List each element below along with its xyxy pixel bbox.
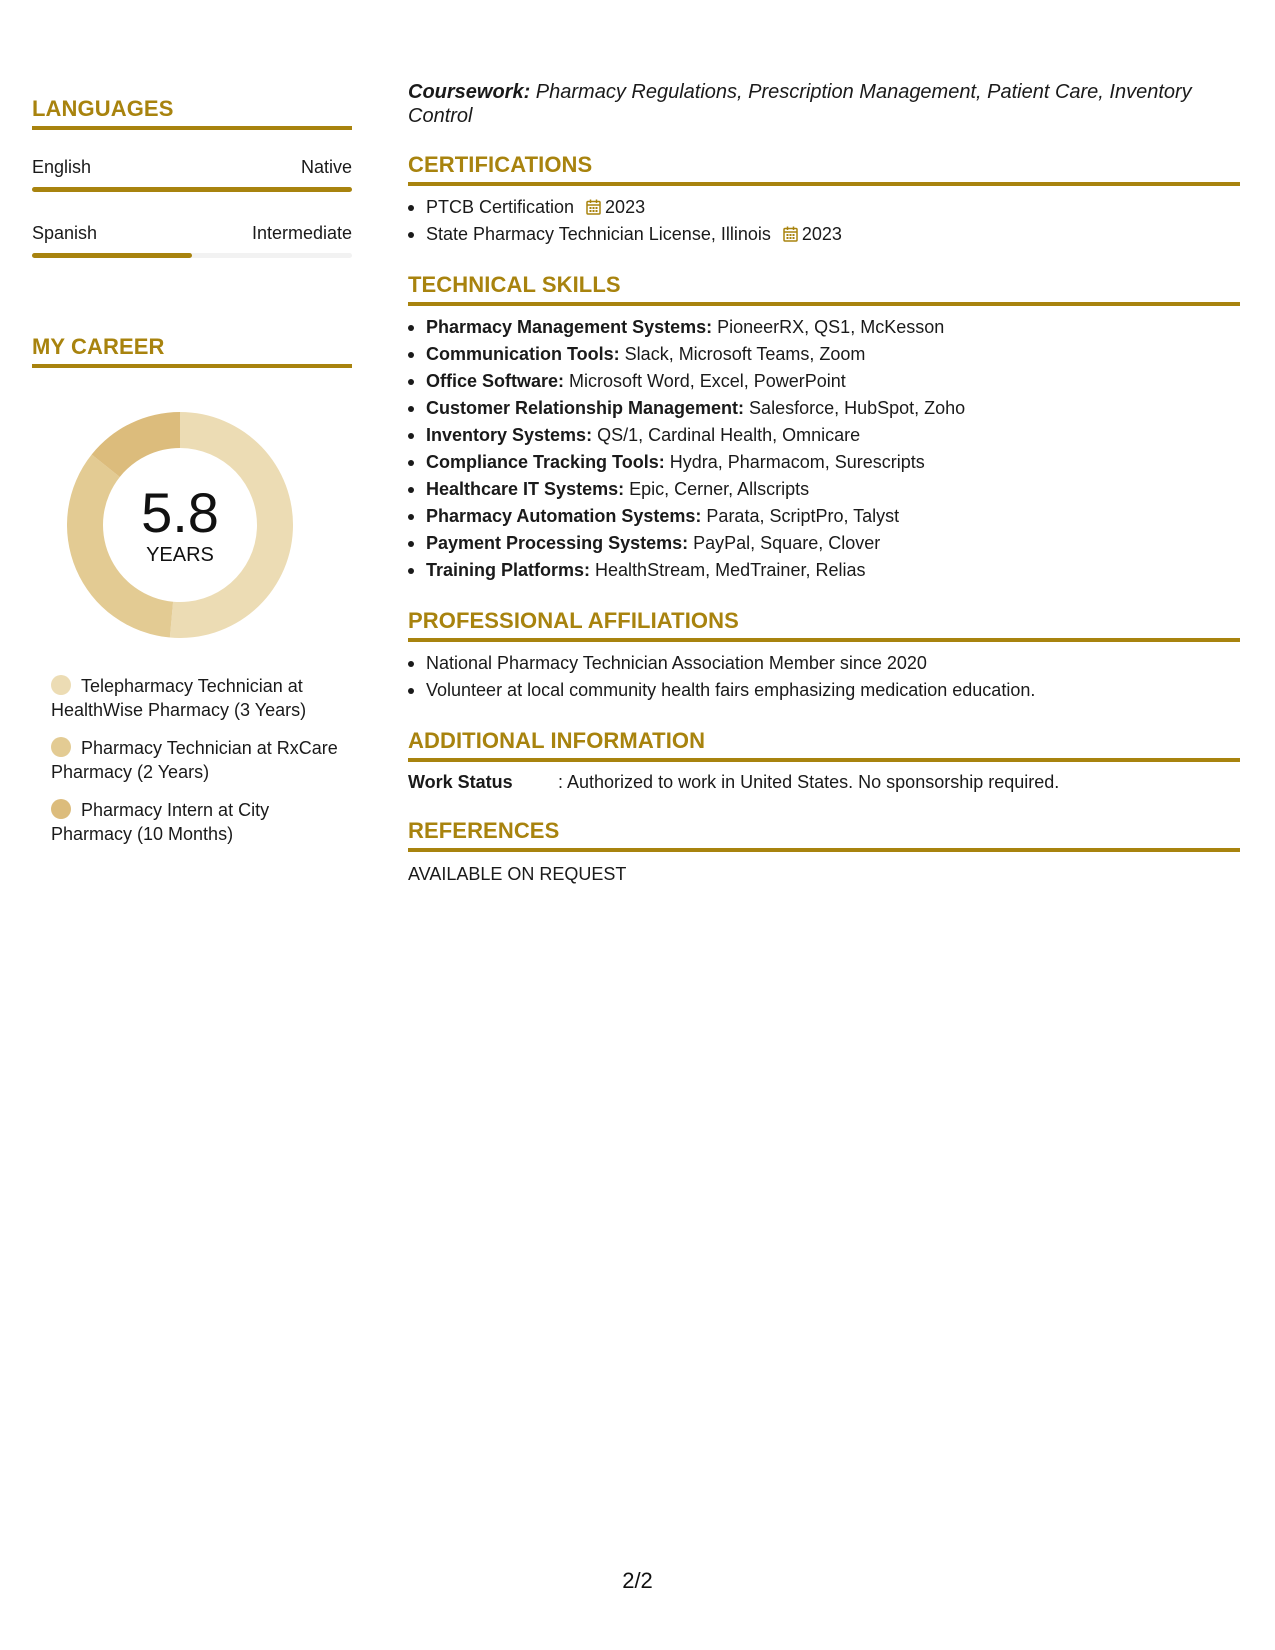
skill-item: [408, 557, 1240, 584]
certification-year: 2023: [605, 197, 646, 217]
career-donut-chart: [67, 412, 293, 638]
skill-value: Slack, Microsoft Teams, Zoom: [619, 344, 866, 364]
technical-skills-heading: TECHNICAL SKILLS: [408, 272, 1240, 306]
page-number: 2/2: [622, 1568, 653, 1593]
language-proficiency-fill: [32, 187, 352, 192]
technical-skills-section: [408, 272, 1240, 584]
language-proficiency-bar: [32, 187, 352, 192]
work-status-value: : Authorized to work in United States. No sponsorship required.: [558, 772, 1060, 792]
skill-item: [408, 368, 1240, 395]
certification-year: 2023: [801, 224, 842, 244]
skill-label: Pharmacy Management Systems:: [426, 317, 713, 337]
language-name: Spanish: [32, 223, 98, 243]
coursework-text: Pharmacy Regulations, Prescription Management, Patient Care, Inventory Control: [408, 81, 1192, 127]
calendar-icon: [783, 226, 798, 242]
career-total-years: 5.8: [141, 481, 219, 544]
work-status-label: Work Status: [408, 772, 513, 792]
career-legend-item: [51, 674, 352, 722]
certification-name: PTCB Certification: [426, 197, 575, 217]
references-section: [408, 818, 1240, 886]
skill-item: [408, 476, 1240, 503]
references-heading: REFERENCES: [408, 818, 1240, 852]
skill-label: Customer Relationship Management:: [426, 398, 745, 418]
skill-value: PioneerRX, QS1, McKesson: [712, 317, 945, 337]
language-item: [32, 222, 352, 258]
skill-label: Communication Tools:: [426, 344, 620, 364]
skill-value: Epic, Cerner, Allscripts: [624, 479, 810, 499]
career-legend-label: Telepharmacy Technician at HealthWise Pharmacy (3 Years): [51, 676, 307, 720]
career-legend-item: [51, 736, 352, 784]
career-legend-item: [51, 798, 352, 846]
skill-item: [408, 449, 1240, 476]
certifications-section: [408, 152, 1240, 248]
skill-label: Office Software:: [426, 371, 565, 391]
donut-center: [67, 412, 293, 638]
language-item: [32, 156, 352, 192]
career-total-unit: YEARS: [146, 544, 214, 566]
additional-info-heading: ADDITIONAL INFORMATION: [408, 728, 1240, 762]
skill-label: Payment Processing Systems:: [426, 533, 689, 553]
career-legend-label: Pharmacy Intern at City Pharmacy (10 Months): [51, 800, 270, 844]
coursework: [408, 80, 1240, 128]
skill-value: Salesforce, HubSpot, Zoho: [744, 398, 966, 418]
work-status-row: [408, 770, 1240, 794]
career-legend: [51, 674, 352, 846]
certification-item: [408, 194, 1240, 221]
skill-value: PayPal, Square, Clover: [688, 533, 881, 553]
language-name: English: [32, 157, 92, 177]
affiliations-heading: PROFESSIONAL AFFILIATIONS: [408, 608, 1240, 642]
left-column: [32, 96, 352, 860]
calendar-icon: [586, 199, 601, 215]
skill-item: [408, 503, 1240, 530]
skill-item: [408, 422, 1240, 449]
language-level: Intermediate: [251, 223, 352, 243]
skill-label: Compliance Tracking Tools:: [426, 452, 665, 472]
language-proficiency-fill: [32, 253, 192, 258]
skill-value: Microsoft Word, Excel, PowerPoint: [564, 371, 846, 391]
certifications-heading: CERTIFICATIONS: [408, 152, 1240, 186]
skill-item: [408, 530, 1240, 557]
skill-label: Healthcare IT Systems:: [426, 479, 625, 499]
right-column: [408, 80, 1240, 886]
certification-name: State Pharmacy Technician License, Illinois: [426, 224, 771, 244]
affiliations-section: [408, 608, 1240, 704]
legend-dot-icon: [51, 675, 71, 695]
additional-info-section: [408, 728, 1240, 794]
skill-value: QS/1, Cardinal Health, Omnicare: [592, 425, 861, 445]
skill-item: [408, 314, 1240, 341]
legend-dot-icon: [51, 737, 71, 757]
language-level: Native: [300, 157, 352, 177]
legend-dot-icon: [51, 799, 71, 819]
affiliation-item: Volunteer at local community health fairs emphasizing medication education.: [408, 677, 1240, 704]
references-text: AVAILABLE ON REQUEST: [408, 864, 627, 884]
language-proficiency-bar: [32, 253, 352, 258]
affiliation-item: National Pharmacy Technician Association Member since 2020: [408, 650, 1240, 677]
certification-item: [408, 221, 1240, 248]
career-heading: MY CAREER: [32, 334, 352, 368]
skill-item: [408, 395, 1240, 422]
skill-item: [408, 341, 1240, 368]
skill-label: Training Platforms:: [426, 560, 591, 580]
skill-value: HealthStream, MedTrainer, Relias: [590, 560, 866, 580]
skill-label: Pharmacy Automation Systems:: [426, 506, 702, 526]
languages-heading: LANGUAGES: [32, 96, 352, 130]
skill-label: Inventory Systems:: [426, 425, 593, 445]
career-legend-label: Pharmacy Technician at RxCare Pharmacy (2 Years): [51, 738, 338, 782]
skill-value: Parata, ScriptPro, Talyst: [701, 506, 900, 526]
coursework-label: Coursework:: [408, 81, 531, 103]
skill-value: Hydra, Pharmacom, Surescripts: [664, 452, 925, 472]
